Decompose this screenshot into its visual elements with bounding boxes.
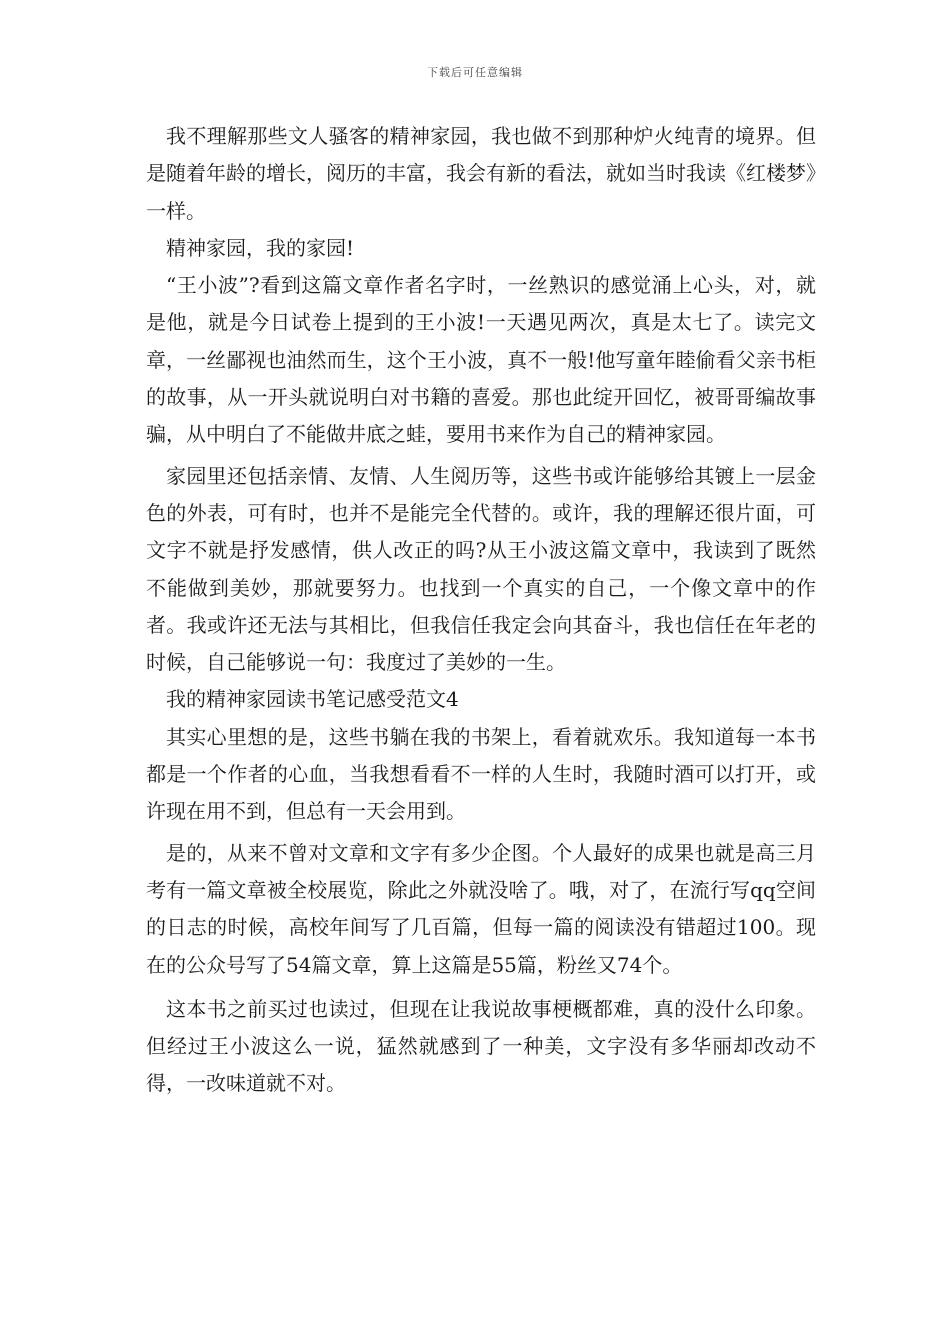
paragraph-3: “王小波”?看到这篇文章作者名字时，一丝熟识的感觉涌上心头，对，就是他，就是今日试卷上提到的王小波!一天遇见两次，真是太七了。读完文章，一丝鄙视也油然而生，这个王小波，真不一般!他写童年睦偷看父亲书柜的故事，从一开头就说明白对书籍的喜爱。那也此绽开回忆，被哥哥编故事骗，从中明白了不能做井底之蛙，要用书来作为自己的精神家园。 (146, 273, 816, 447)
section-heading: 我的精神家园读书笔记感受范文4 (166, 687, 459, 712)
paragraph-1: 我不理解那些文人骚客的精神家园，我也做不到那种炉火纯青的境界。但是随着年龄的增长，阅历的丰富，我会有新的看法，就如当时我读《红楼梦》一样。 (146, 124, 816, 223)
document-body (146, 118, 816, 1103)
paragraph-7: 这本书之前买过也读过，但现在让我说故事梗概都难，真的没什么印象。但经过王小波这么一说，猛然就感到了一种美，文字没有多华丽却改动不得，一改味道就不对。 (146, 996, 816, 1096)
paragraph-2: 精神家园，我的家园! (166, 235, 355, 260)
paragraph-5: 其实心里想的是，这些书躺在我的书架上，看着就欢乐。我知道每一本书都是一个作者的心血，当我想看看不一样的人生时，我随时酒可以打开，或许现在用不到，但总有一天会用到。 (146, 724, 816, 824)
paragraph-4: 家园里还包括亲情、友情、人生阅历等，这些书或许能够给其镀上一层金色的外表，可有时，也并不是能完全代替的。或许，我的理解还很片面，可文字不就是抒发感情，供人改正的吗?从王小波这篇文章中，我读到了既然不能做到美妙，那就要努力。也找到一个真实的自己，一个像文章中的作者。我或许还无法与其相比，但我信任我定会向其奋斗，我也信任在年老的时候，自己能够说一句：我度过了美妙的一生。 (146, 463, 816, 675)
paragraph-6: 是的，从来不曾对文章和文字有多少企图。个人最好的成果也就是高三月考有一篇文章被全校展览，除此之外就没啥了。哦，对了，在流行写qq空间的日志的时候，高校年间写了几百篇，但每一篇的阅读没有错超过100。现在的公众号写了54篇文章，算上这篇是55篇，粉丝又74个。 (146, 840, 816, 977)
page-header: 下载后可任意编辑 (427, 66, 523, 79)
